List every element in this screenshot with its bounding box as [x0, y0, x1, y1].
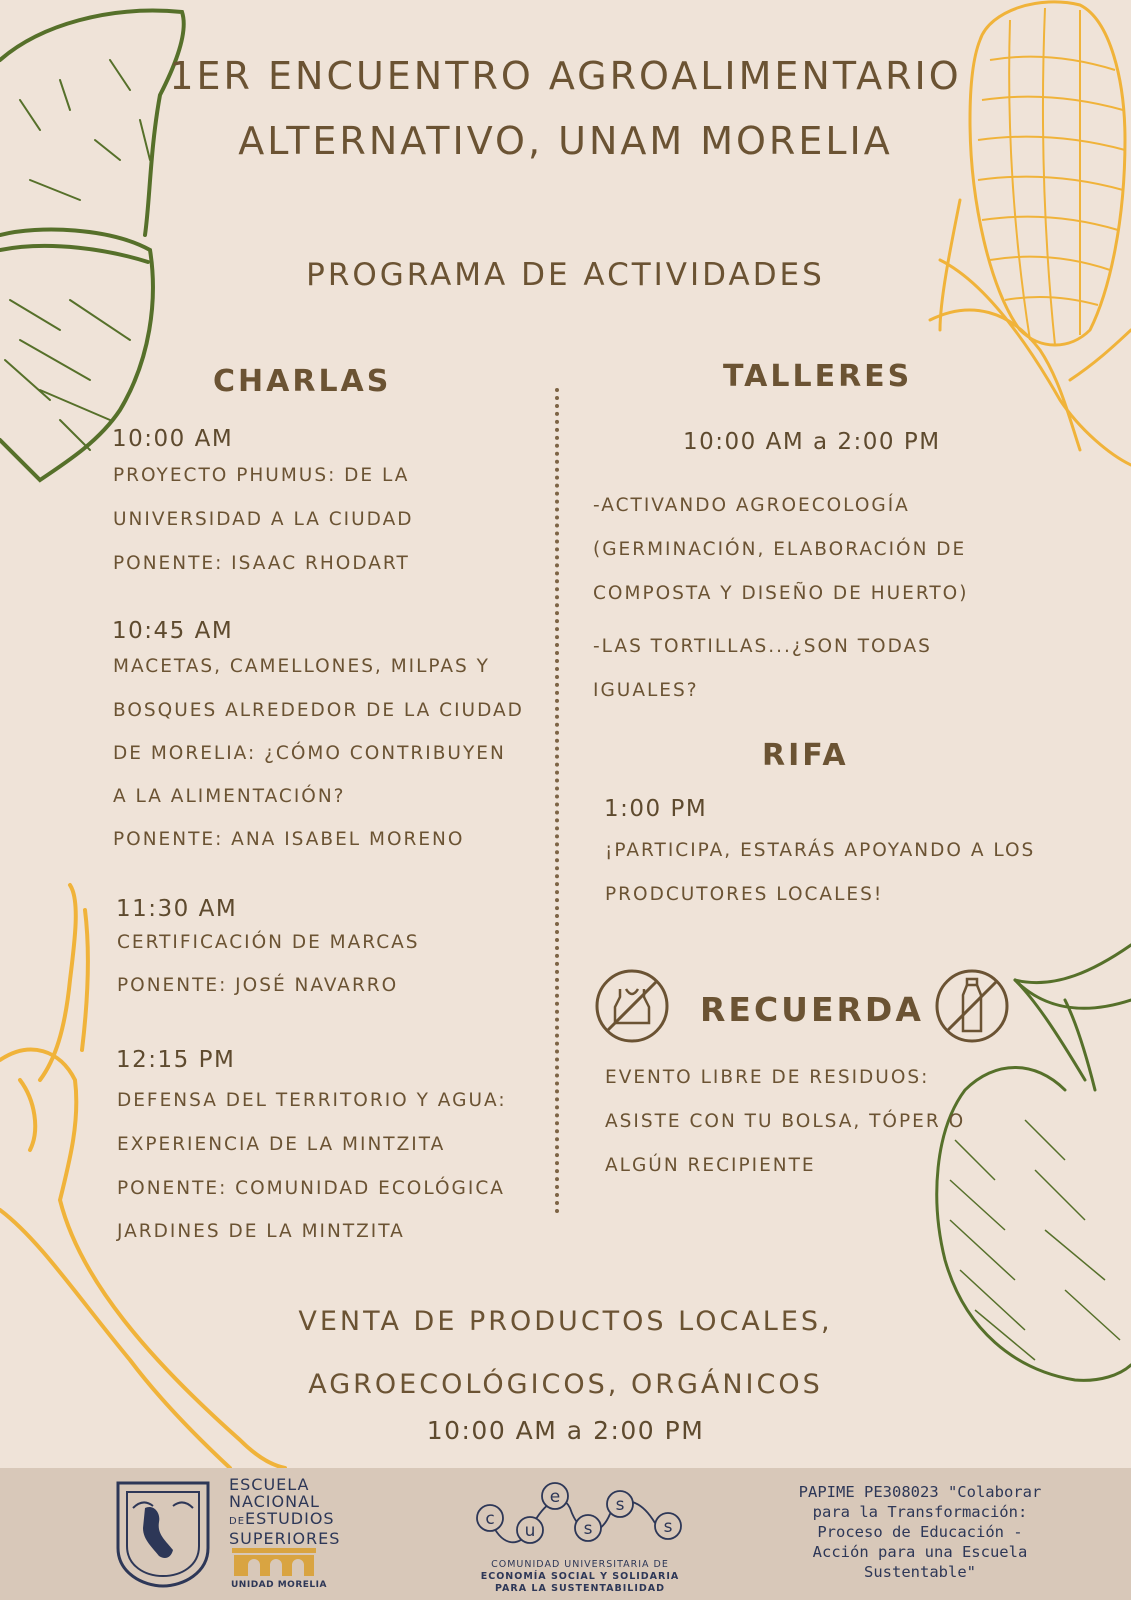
- charla-line: EXPERIENCIA DE LA MINTZITA: [117, 1134, 446, 1155]
- event-title-line2: ALTERNATIVO, UNAM MORELIA: [238, 119, 893, 163]
- no-plastic-bottle-icon: [933, 967, 1011, 1045]
- cuess-line: PARA LA SUSTENTABILIDAD: [494, 1583, 666, 1594]
- event-title-line1: 1ER ENCUENTRO AGROALIMENTARIO: [169, 54, 962, 98]
- papime-credit: PAPIME PE308023 "Colaborar para la Transformación: Proceso de Educación - Acción para una Escuela Sustentable": [798, 1483, 1042, 1581]
- recuerda-line: ASISTE CON TU BOLSA, TÓPER O: [605, 1111, 966, 1132]
- charla-line: DE MORELIA: ¿CÓMO CONTRIBUYEN: [113, 743, 506, 764]
- taller-line: IGUALES?: [593, 680, 699, 701]
- enes-line: SUPERIORES: [229, 1529, 341, 1548]
- taller-line: -LAS TORTILLAS...¿SON TODAS: [593, 636, 932, 657]
- no-plastic-bag-icon: [593, 967, 671, 1045]
- charla-line: DEFENSA DEL TERRITORIO Y AGUA:: [117, 1090, 507, 1111]
- charla-line: CERTIFICACIÓN DE MARCAS: [117, 932, 420, 953]
- recuerda-line: ALGÚN RECIPIENTE: [605, 1155, 816, 1176]
- charla-line: JARDINES DE LA MINTZITA: [117, 1221, 405, 1242]
- cuess-letter: s: [583, 1519, 593, 1539]
- cuess-line: ECONOMÍA SOCIAL Y SOLIDARIA: [480, 1571, 680, 1582]
- cuess-logo: [470, 1478, 690, 1558]
- recuerda-line: EVENTO LIBRE DE RESIDUOS:: [605, 1067, 930, 1088]
- talleres-heading: TALLERES: [723, 359, 913, 394]
- charlas-heading: CHARLAS: [213, 364, 392, 399]
- charla-line: PROYECTO PHUMUS: DE LA: [113, 465, 410, 486]
- cuess-line: COMUNIDAD UNIVERSITARIA DE: [491, 1559, 669, 1570]
- talleres-time: 10:00 AM a 2:00 PM: [683, 429, 941, 455]
- taller-line: (GERMINACIÓN, ELABORACIÓN DE: [593, 539, 967, 560]
- enes-line: ESCUELA: [229, 1475, 310, 1494]
- charla-time: 12:15 PM: [116, 1047, 236, 1073]
- rifa-line: PRODCUTORES LOCALES!: [605, 884, 884, 905]
- charla-speaker: PONENTE: COMUNIDAD ECOLÓGICA: [117, 1178, 505, 1199]
- cuess-letter: s: [663, 1517, 673, 1537]
- charla-item: [112, 426, 233, 452]
- enes-line: DE: [229, 1516, 246, 1527]
- taller-line: -ACTIVANDO AGROECOLOGÍA: [593, 495, 910, 516]
- charla-line: MACETAS, CAMELLONES, MILPAS Y: [113, 656, 490, 677]
- enes-name: [229, 1476, 340, 1547]
- enes-line: ESTUDIOS: [245, 1509, 335, 1528]
- taller-line: COMPOSTA Y DISEÑO DE HUERTO): [593, 583, 969, 604]
- charla-time: 10:45 AM: [112, 618, 234, 644]
- charla-line: BOSQUES ALREDEDOR DE LA CIUDAD: [113, 700, 524, 721]
- charla-line: A LA ALIMENTACIÓN?: [113, 786, 346, 807]
- cuess-letter: u: [524, 1521, 536, 1541]
- enes-line: NACIONAL: [229, 1492, 320, 1511]
- charla-speaker: PONENTE: ANA ISABEL MORENO: [113, 829, 465, 850]
- program-subtitle: PROGRAMA DE ACTIVIDADES: [306, 257, 825, 293]
- charla-speaker: PONENTE: ISAAC RHODART: [113, 553, 410, 574]
- cuess-letter: s: [615, 1495, 625, 1515]
- rifa-line: ¡PARTICIPA, ESTARÁS APOYANDO A LOS: [605, 840, 1036, 861]
- venta-line2: AGROECOLÓGICOS, ORGÁNICOS: [308, 1369, 823, 1400]
- charla-time: 11:30 AM: [116, 896, 238, 922]
- recuerda-heading: RECUERDA: [700, 990, 924, 1029]
- venta-line1: VENTA DE PRODUCTOS LOCALES,: [298, 1306, 833, 1337]
- cuess-letter: c: [485, 1509, 495, 1529]
- venta-time: 10:00 AM a 2:00 PM: [426, 1416, 705, 1445]
- cuess-name: [440, 1559, 720, 1595]
- charla-line: UNIVERSIDAD A LA CIUDAD: [113, 509, 414, 530]
- charla-speaker: PONENTE: JOSÉ NAVARRO: [117, 975, 399, 996]
- rifa-time: 1:00 PM: [604, 796, 708, 822]
- column-divider: [555, 388, 559, 1214]
- enes-unidad: UNIDAD MORELIA: [231, 1580, 327, 1590]
- charla-time: 10:00 AM: [112, 426, 234, 452]
- rifa-heading: RIFA: [762, 738, 849, 773]
- enes-arches-logo: [232, 1548, 316, 1576]
- cuess-letter: e: [549, 1487, 561, 1507]
- unam-seal-logo: [113, 1478, 213, 1588]
